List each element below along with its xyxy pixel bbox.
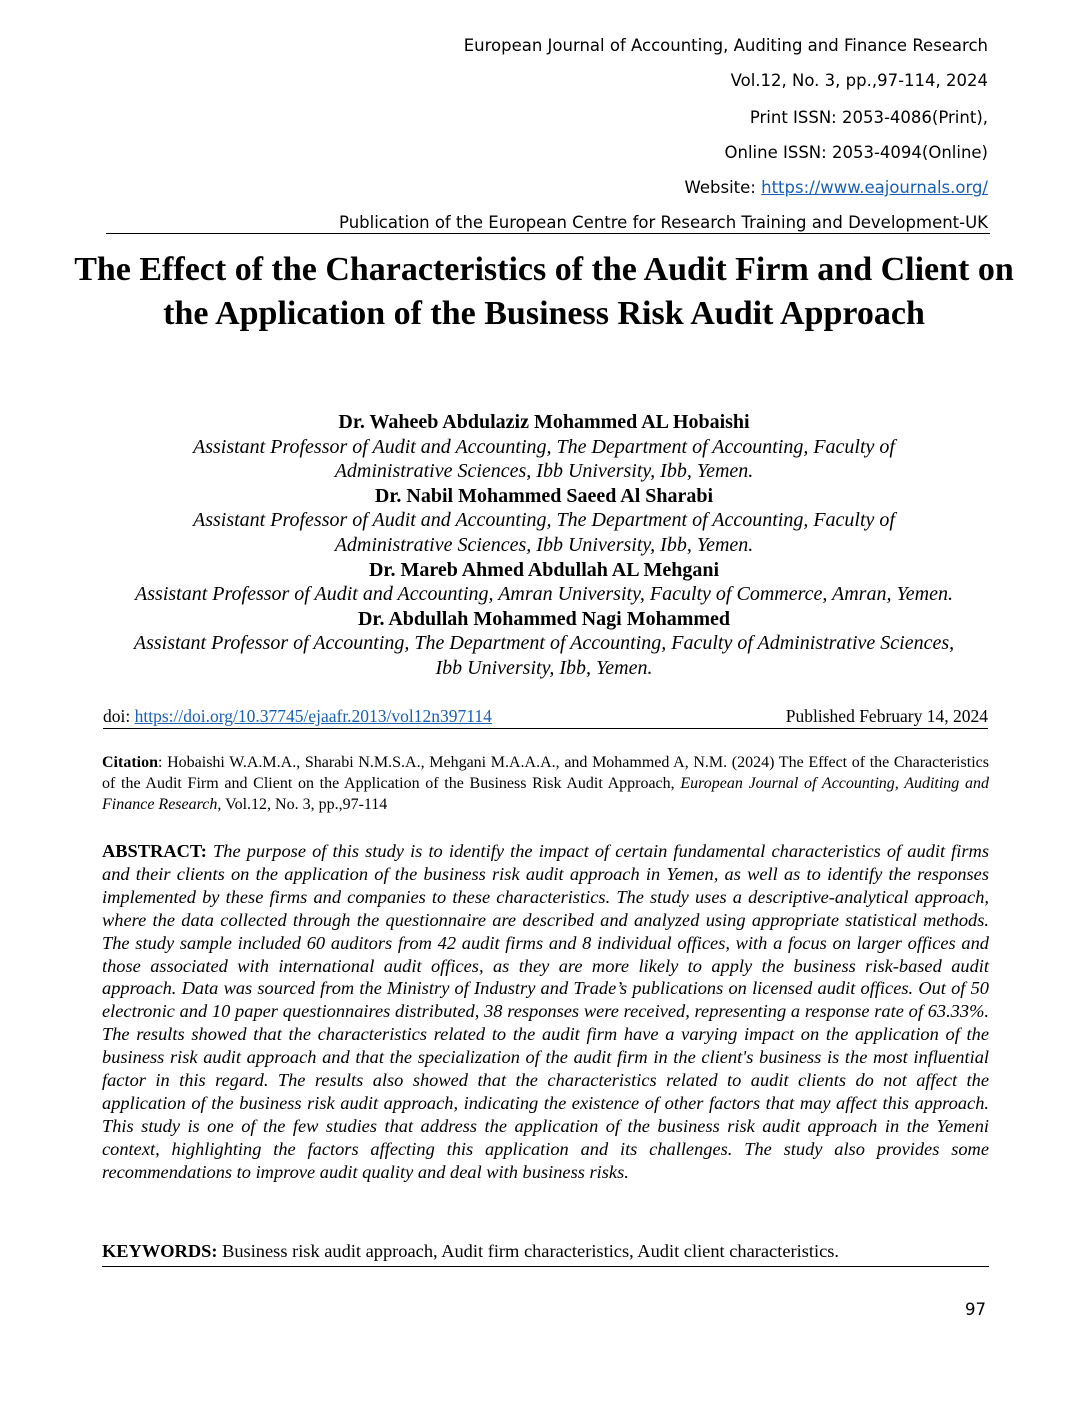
online-issn: Online ISSN: 2053-4094(Online) <box>724 143 988 162</box>
header-divider <box>106 233 990 234</box>
website-link[interactable]: https://www.eajournals.org/ <box>761 178 988 197</box>
author-affiliation: Ibb University, Ibb, Yemen. <box>435 656 653 679</box>
publisher-line: Publication of the European Centre for Research Training and Development-UK <box>339 213 988 232</box>
page-number: 97 <box>965 1300 986 1319</box>
author-affiliation: Assistant Professor of Audit and Accounting, The Department of Accounting, Faculty of <box>193 435 895 458</box>
author-affiliation: Assistant Professor of Audit and Accounting, The Department of Accounting, Faculty of <box>193 509 895 532</box>
citation-text: : Hobaishi W.A.M.A., Sharabi N.M.S.A., Mehgani M.A.A.A., and Mohammed A, N.M. (2024) The Effect of the Characteristics of the Audit Firm and Client on the Application of the Business Risk Audit Approach, <box>102 754 989 792</box>
author-affiliation: Assistant Professor of Accounting, The Department of Accounting, Faculty of Administrative Sciences, <box>133 632 955 655</box>
doi <box>103 705 492 727</box>
author-affiliation: Administrative Sciences, Ibb University, Ibb, Yemen. <box>334 460 754 483</box>
published-date: Published February 14, 2024 <box>785 706 988 726</box>
citation-journal: European Journal of Accounting, Auditing and Finance Research <box>102 775 990 813</box>
citation-label: Citation <box>102 754 158 771</box>
author-name: Dr. Abdullah Mohammed Nagi Mohammed <box>357 607 731 630</box>
citation-text-end: , Vol.12, No. 3, pp.,97-114 <box>217 796 388 813</box>
abstract-text: The purpose of this study is to identify the impact of certain fundamental characteristics of audit firms and their clients on the application of the business risk audit approach in Yemen, as well as to identify the responses implemented by these firms and companies to these characteristics. The study uses a descriptive-analytical approach, where the data collected through the questionnaire are described and analyzed using appropriate statistical methods. The study sample included 60 auditors from 42 audit firms and 8 individual offices, with a focus on larger offices and those associated with international audit offices, as they are more likely to apply the business risk-based audit approach. Data was sourced from the Ministry of Industry and Trade’s publications on licensed audit offices. Out of 50 electronic and 10 paper questionnaires distributed, 38 responses were received, representing a response rate of 63.33%. The results showed that the characteristics related to the audit firm have a varying impact on the application of the business risk audit approach and that the specialization of the audit firm in the client's business is the most influential factor in this regard. The results also showed that the characteristics related to audit clients do not affect the application of the business risk audit approach, indicating the existence of other factors that may affect this approach. This study is one of the few studies that address the application of the business risk audit approach in the Yemeni context, highlighting the factors affecting this application and its challenges. The study also provides some recommendations to improve audit quality and deal with business risks. <box>102 841 989 1182</box>
doi-row <box>103 705 988 729</box>
abstract-label: ABSTRACT: <box>102 841 207 861</box>
keywords-block <box>102 1240 989 1262</box>
print-issn: Print ISSN: 2053-4086(Print), <box>749 108 988 127</box>
author-list <box>60 410 1028 681</box>
journal-name: European Journal of Accounting, Auditing and Finance Research <box>463 36 988 55</box>
author-name: Dr. Mareb Ahmed Abdullah AL Mehgani <box>368 558 720 581</box>
keywords-label: KEYWORDS: <box>102 1241 218 1261</box>
keywords-text: Business risk audit approach, Audit firm characteristics, Audit client characteristics. <box>222 1241 840 1261</box>
doi-link[interactable]: https://doi.org/10.37745/ejaafr.2013/vol12n397114 <box>134 706 492 726</box>
abstract-block <box>102 840 989 1184</box>
volume-info: Vol.12, No. 3, pp.,97-114, 2024 <box>730 71 988 90</box>
author-affiliation: Assistant Professor of Audit and Accounting, Amran University, Faculty of Commerce, Amran, Yemen. <box>135 583 953 606</box>
author-affiliation: Administrative Sciences, Ibb University, Ibb, Yemen. <box>334 533 754 556</box>
website-line <box>88 177 988 199</box>
author-name: Dr. Nabil Mohammed Saeed Al Sharabi <box>374 484 714 507</box>
author-name: Dr. Waheeb Abdulaziz Mohammed AL Hobaishi <box>338 411 750 433</box>
paper-title: The Effect of the Characteristics of the Audit Firm and Client on the Application of the Business Risk Audit Approach <box>74 251 1014 332</box>
doi-divider <box>103 728 988 729</box>
website-label: Website: <box>684 178 762 197</box>
keywords-divider <box>102 1266 989 1267</box>
citation-block <box>102 752 989 815</box>
doi-label: doi: <box>103 706 135 726</box>
